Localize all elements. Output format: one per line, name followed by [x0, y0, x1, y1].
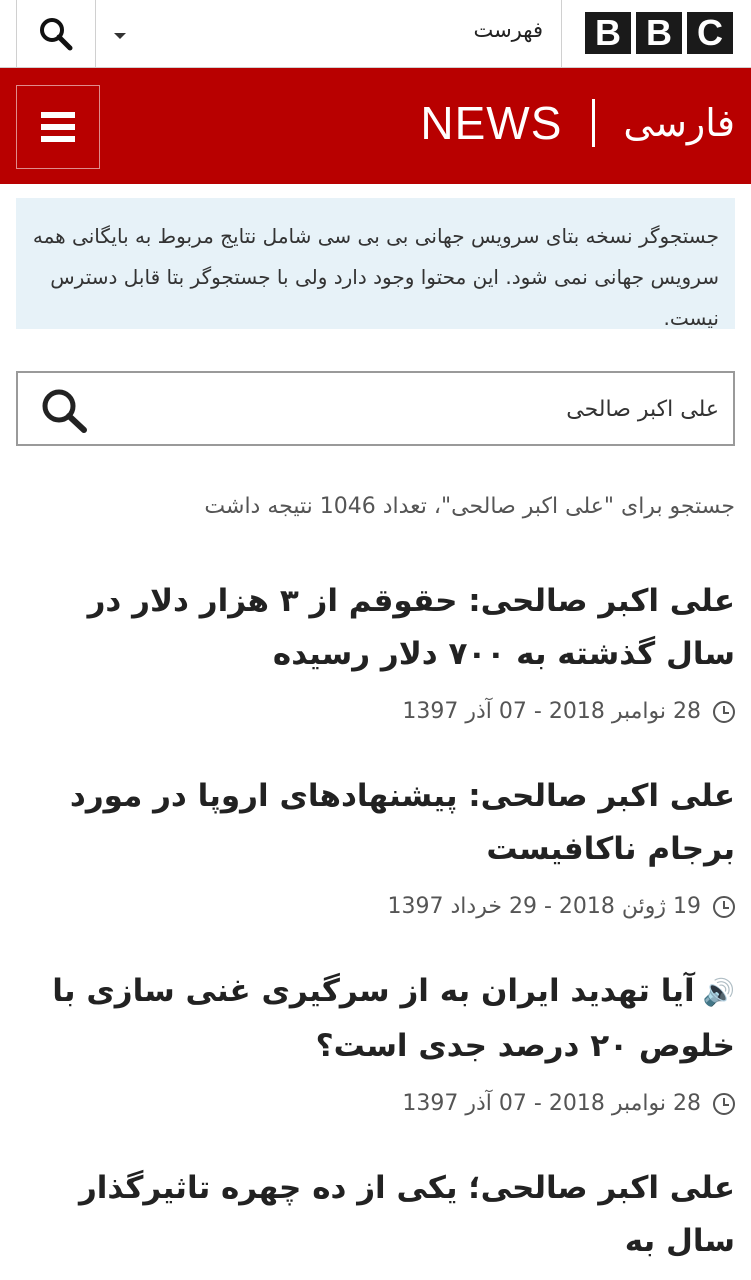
- result-date: 28 نوامبر 2018 - 07 آذر 1397: [402, 699, 701, 724]
- result-item: [16, 965, 735, 1116]
- top-bar: [0, 0, 751, 68]
- chevron-down-icon: [114, 33, 126, 39]
- result-title-text: آیا تهدید ایران به از سرگیری غنی سازی با خلوص ۲۰ درصد جدی است؟: [52, 973, 735, 1064]
- hamburger-line: [41, 124, 75, 130]
- beta-notice: جستجوگر نسخه بتای سرویس جهانی بی بی سی شامل نتایج مربوط به بایگانی همه سرویس جهانی نمی شود. این محتوا وجود دارد ولی با جستجوگر بتا قابل دسترس نیست.: [16, 198, 735, 329]
- search-icon[interactable]: [40, 387, 88, 433]
- menu-label: فهرست: [473, 18, 543, 42]
- bbc-logo[interactable]: [585, 12, 733, 54]
- brand-news: NEWS: [420, 97, 563, 149]
- clock-icon: [713, 896, 735, 918]
- clock-icon: [713, 1093, 735, 1115]
- result-date: 28 نوامبر 2018 - 07 آذر 1397: [402, 1091, 701, 1116]
- result-item: [16, 770, 735, 919]
- search-icon: [38, 16, 74, 52]
- result-item: [16, 1162, 735, 1268]
- results-count: جستجو برای "علی اکبر صالحی"، تعداد 1046 نتیجه داشت: [204, 494, 735, 519]
- search-input[interactable]: [117, 373, 721, 446]
- bbc-persian-brand[interactable]: [420, 96, 735, 150]
- brand-language: فارسی: [623, 101, 735, 145]
- result-item: [16, 575, 735, 724]
- result-title-link[interactable]: علی اکبر صالحی؛ یکی از ده چهره تاثیرگذار سال به: [78, 1170, 735, 1259]
- results-list: [16, 575, 735, 1268]
- result-title-link[interactable]: [16, 965, 735, 1073]
- result-title-link[interactable]: علی اکبر صالحی: پیشنهادهای اروپا در مورد برجام ناکافیست: [69, 778, 735, 867]
- news-header: [0, 68, 751, 184]
- hamburger-menu-button[interactable]: [16, 85, 100, 169]
- result-meta: [16, 1091, 735, 1116]
- result-meta: [16, 894, 735, 919]
- menu-dropdown[interactable]: [97, 0, 562, 67]
- search-box: [16, 371, 735, 446]
- hamburger-line: [41, 136, 75, 142]
- clock-icon: [713, 701, 735, 723]
- bbc-logo-letter: C: [687, 12, 733, 54]
- brand-divider: [592, 99, 595, 147]
- result-title-link[interactable]: علی اکبر صالحی: حقوقم از ۳ هزار دلار در سال گذشته به ۷۰۰ دلار رسیده: [87, 583, 735, 672]
- audio-icon: 🔊: [702, 978, 735, 1008]
- bbc-logo-letter: B: [585, 12, 631, 54]
- result-date: 19 ژوئن 2018 - 29 خرداد 1397: [387, 894, 701, 919]
- bbc-logo-letter: B: [636, 12, 682, 54]
- hamburger-line: [41, 112, 75, 118]
- result-meta: [16, 699, 735, 724]
- search-button[interactable]: [16, 0, 96, 67]
